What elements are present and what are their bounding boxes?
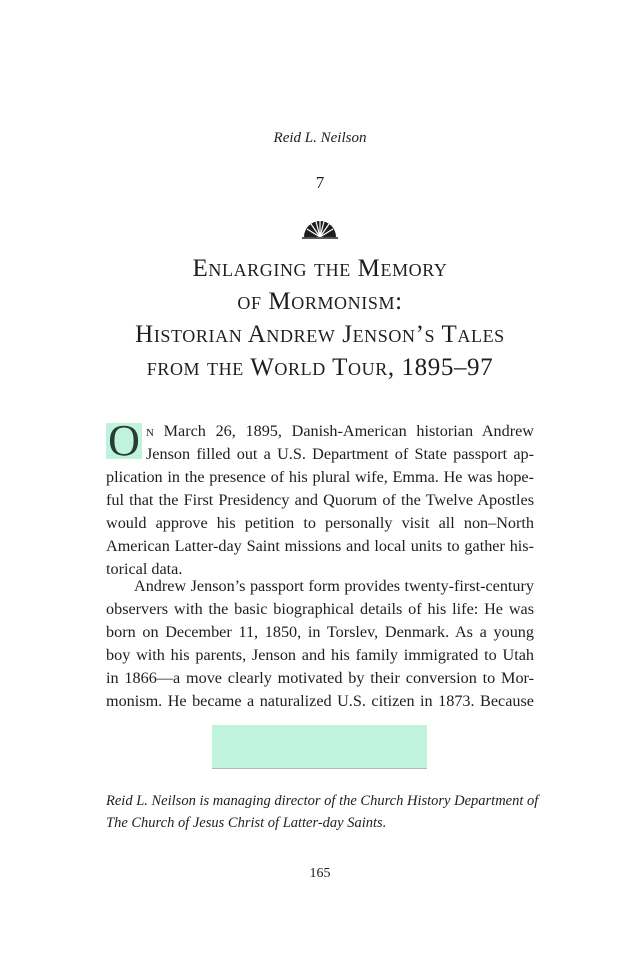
title-line: Historian Andrew Jenson’s Tales — [135, 321, 505, 348]
text-line: Jenson filled out a U.S. Department of State passport ap- — [146, 445, 534, 463]
page-number: 165 — [309, 866, 331, 881]
drop-cap: O — [108, 416, 140, 465]
author-footnote — [106, 790, 539, 834]
text-line: American Latter-day Saint missions and local units to gather his- — [106, 537, 534, 555]
text-line: born on December 11, 1850, in Torslev, Denmark. As a young — [106, 623, 534, 641]
title-line: Enlarging the Memory — [192, 255, 448, 282]
footnote-line: Reid L. Neilson is managing director of the Church History Department of — [106, 793, 539, 809]
text-line: would approve his petition to personally visit all non–North — [106, 514, 534, 532]
fan-ornament-icon — [302, 217, 338, 239]
text-line: observers with the basic biographical details of his life: He was — [106, 600, 534, 618]
text-line: in 1866—a move clearly motivated by their conversion to Mor- — [106, 669, 534, 687]
footnote-line: The Church of Jesus Christ of Latter-day Saints. — [106, 815, 387, 831]
highlight-region — [212, 725, 427, 769]
running-head-author: Reid L. Neilson — [273, 130, 367, 146]
title-line: from the World Tour, 1895–97 — [146, 354, 494, 381]
first-word: n — [146, 422, 154, 440]
text-line: ful that the First Presidency and Quorum of the Twelve Apostles — [106, 491, 534, 509]
paragraph-2 — [106, 575, 534, 713]
chapter-title — [60, 252, 580, 384]
text-line: monism. He became a naturalized U.S. citizen in 1873. Because — [106, 692, 534, 710]
text-line: torical data. — [106, 560, 183, 578]
text-line: plication in the presence of his plural wife, Emma. He was hope- — [106, 468, 534, 486]
text-line: n March 26, 1895, Danish-American historian Andrew — [146, 422, 534, 440]
chapter-number: 7 — [315, 173, 325, 192]
text-line: boy with his parents, Jenson and his family immigrated to Utah — [106, 646, 534, 664]
text-line: Andrew Jenson’s passport form provides twenty-first-century — [134, 577, 534, 595]
paragraph-1 — [106, 416, 534, 581]
title-line: of Mormonism: — [237, 288, 403, 315]
